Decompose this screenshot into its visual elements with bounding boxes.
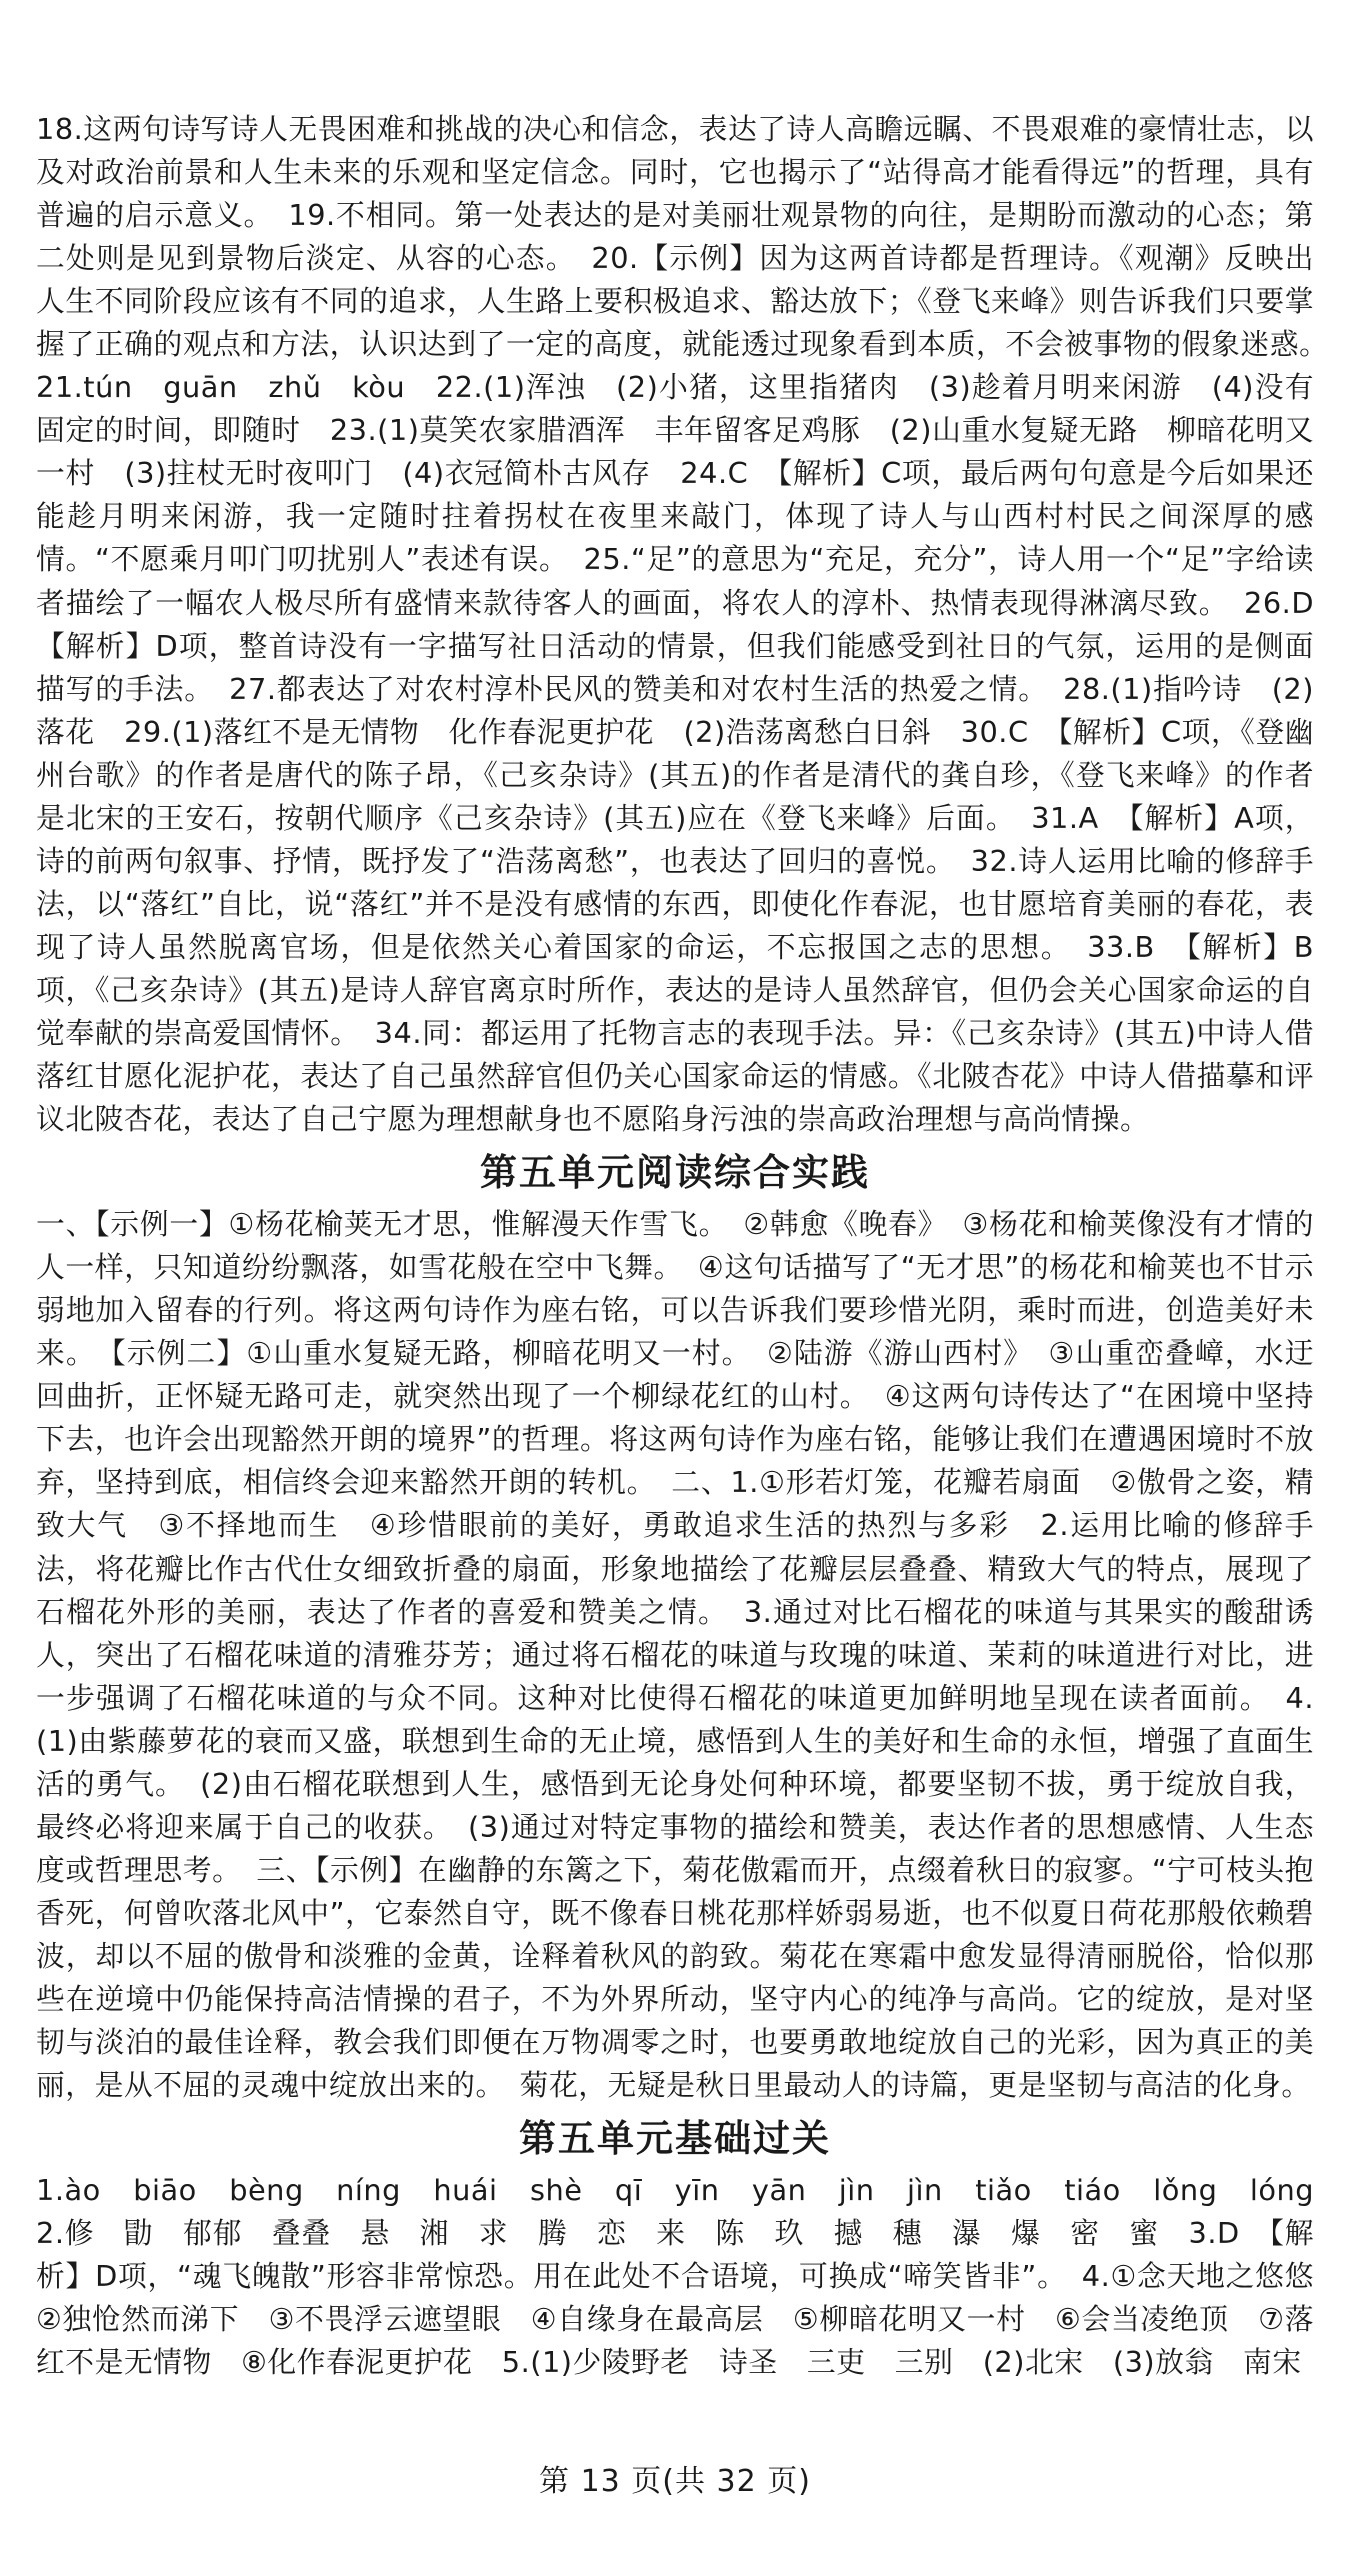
section-title-basic-check <box>36 2113 1314 2165</box>
page-footer: 第 13 页(共 32 页) <box>539 2464 811 2499</box>
answers-unit4-continued: 18.这两句诗写诗人无畏困难和挑战的决心和信念，表达了诗人高瞻远瞩、不畏艰难的豪情壮志，以及对政治前景和人生未来的乐观和坚定信念。同时，它也揭示了“站得高才能看得远”的哲理，具有普遍的启示意义。 19.不相同。第一处表达的是对美丽壮观景物的向往，是期盼而激动的心态；第二处则是见到景物后淡定、从容的心态。 20.【示例】因为这两首诗都是哲理诗。《观潮》反映出人生不同阶段应该有不同的追求，人生路上要积极追求、豁达放下；《登飞来峰》则告诉我们只要掌握了正确的观点和方法，认识达到了一定的高度，就能透过现象看到本质，不会被事物的假象迷惑。 21.tún guān zhǔ kòu 22.(1)浑浊 (2)小猪，这里指猪肉 (3)趁着月明来闲游 (4)没有固定的时间，即随时 23.(1)莫笑农家腊酒浑 丰年留客足鸡豚 (2)山重水复疑无路 柳暗花明又一村 (3)拄杖无时夜叩门 (4)衣冠简朴古风存 24.C 【解析】C项，最后两句句意是今后如果还能趁月明来闲游，我一定随时拄着拐杖在夜里来敲门，体现了诗人与山西村村民之间深厚的感情。“不愿乘月叩门叨扰别人”表述有误。 25.“足”的意思为“充足，充分”，诗人用一个“足”字给读者描绘了一幅农人极尽所有盛情来款待客人的画面，将农人的淳朴、热情表现得淋漓尽致。 26.D 【解析】D项，整首诗没有一字描写社日活动的情景，但我们能感受到社日的气氛，运用的是侧面描写的手法。 27.都表达了对农村淳朴民风的赞美和对农村生活的热爱之情。 28.(1)指吟诗 (2)落花 29.(1)落红不是无情物 化作春泥更护花 (2)浩荡离愁白日斜 30.C 【解析】C项，《登幽州台歌》的作者是唐代的陈子昂，《己亥杂诗》(其五)的作者是清代的龚自珍，《登飞来峰》的作者是北宋的王安石，按朝代顺序《己亥杂诗》(其五)应在《登飞来峰》后面。 31.A 【解析】A项，诗的前两句叙事、抒情，既抒发了“浩荡离愁”，也表达了回归的喜悦。 32.诗人运用比喻的修辞手法，以“落红”自比，说“落红”并不是没有感情的东西，即使化作春泥，也甘愿培育美丽的春花，表现了诗人虽然脱离官场，但是依然关心着国家的命运，不忘报国之志的思想。 33.B 【解析】B项，《己亥杂诗》(其五)是诗人辞官离京时所作，表达的是诗人虽然辞官，但仍会关心国家命运的自觉奉献的崇高爱国情怀。 34.同：都运用了托物言志的表现手法。异：《己亥杂诗》(其五)中诗人借落红甘愿化泥护花，表达了自己虽然辞官但仍关心国家命运的情感。《北陂杏花》中诗人借描摹和评议北陂杏花，表达了自己宁愿为理想献身也不愿陷身污浊的崇高政治理想与高尚情操。 <box>36 112 1344 1137</box>
answers-basic-check: 1.ào biāo bèng níng huái shè qī yīn yān jìn jìn tiǎo tiáo lǒng lóng 2.修 勖 郁郁 叠叠 悬 湘 求 腾 恋 来 陈 玖 撼 穗 瀑 爆 密 蜜 3.D 【解析】D项，“魂飞魄散”形容非常惊恐。用在此处不合语境，可换成“啼笑皆非”。 4.①念天地之悠悠 ②独怆然而涕下 ③不畏浮云遮望眼 ④自缘身在最高层 ⑤柳暗花明又一村 ⑥会当凌绝顶 ⑦落红不是无情物 ⑧化作春泥更护花 5.(1)少陵野老 诗圣 三吏 三别 (2)北宋 (3)放翁 南宋 <box>36 2173 1344 2380</box>
section-title-text: 第五单元阅读综合实践 <box>468 1151 882 1194</box>
answer-page <box>36 108 1344 2384</box>
answers-reading-practice: 一、【示例一】①杨花榆荚无才思，惟解漫天作雪飞。 ②韩愈《晚春》 ③杨花和榆荚像没有才情的人一样，只知道纷纷飘落，如雪花般在空中飞舞。 ④这句话描写了“无才思”的杨花和榆荚也不甘示弱地加入留春的行列。将这两句诗作为座右铭，可以告诉我们要珍惜光阴，乘时而进，创造美好未来。 【示例二】①山重水复疑无路，柳暗花明又一村。 ②陆游《游山西村》 ③山重峦叠嶂，水迂回曲折，正怀疑无路可走，就突然出现了一个柳绿花红的山村。 ④这两句诗传达了“在困境中坚持下去，也许会出现豁然开朗的境界”的哲理。将这两句诗作为座右铭，能够让我们在遭遇困境时不放弃，坚持到底，相信终会迎来豁然开朗的转机。 二、1.①形若灯笼，花瓣若扇面 ②傲骨之姿，精致大气 ③不择地而生 ④珍惜眼前的美好，勇敢追求生活的热烈与多彩 2.运用比喻的修辞手法，将花瓣比作古代仕女细致折叠的扇面，形象地描绘了花瓣层层叠叠、精致大气的特点，展现了石榴花外形的美丽，表达了作者的喜爱和赞美之情。 3.通过对比石榴花的味道与其果实的酸甜诱人，突出了石榴花味道的清雅芬芳；通过将石榴花的味道与玫瑰的味道、茉莉的味道进行对比，进一步强调了石榴花味道的与众不同。这种对比使得石榴花的味道更加鲜明地呈现在读者面前。 4.(1)由紫藤萝花的衰而又盛，联想到生命的无止境，感悟到人生的美好和生命的永恒，增强了直面生活的勇气。 (2)由石榴花联想到人生，感悟到无论身处何种环境，都要坚韧不拔，勇于绽放自我，最终必将迎来属于自己的收获。 (3)通过对特定事物的描绘和赞美，表达作者的思想感情、人生态度或哲理思考。 三、【示例】在幽静的东篱之下，菊花傲霜而开，点缀着秋日的寂寥。“宁可枝头抱香死，何曾吹落北风中”，它泰然自守，既不像春日桃花那样娇弱易逝，也不似夏日荷花那般依赖碧波，却以不屈的傲骨和淡雅的金黄，诠释着秋风的韵致。菊花在寒霜中愈发显得清丽脱俗，恰似那些在逆境中仍能保持高洁情操的君子，不为外界所动，坚守内心的纯净与高尚。它的绽放，是对坚韧与淡泊的最佳诠释，教会我们即便在万物凋零之时，也要勇敢地绽放自己的光彩，因为真正的美丽，是从不屈的灵魂中绽放出来的。 菊花，无疑是秋日里最动人的诗篇，更是坚韧与高洁的化身。 <box>36 1207 1314 2103</box>
section-title-text: 第五单元基础过关 <box>507 2117 843 2160</box>
section-title-reading-practice <box>36 1147 1314 1199</box>
